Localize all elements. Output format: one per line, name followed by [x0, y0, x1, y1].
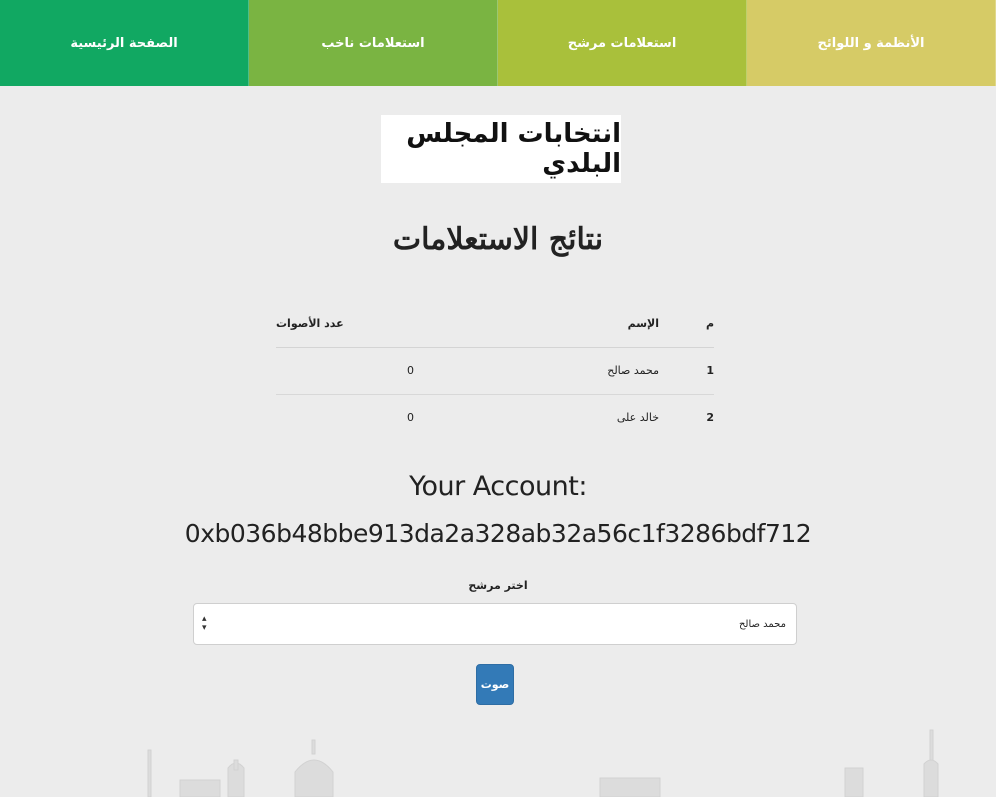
account-label: Your Account: — [409, 471, 587, 502]
header-votes: عدد الأصوات — [276, 300, 504, 347]
candidate-select[interactable] — [193, 603, 797, 645]
row-vote-count: 0 — [407, 364, 414, 377]
city-skyline-decoration — [0, 720, 996, 797]
nav-voter-queries[interactable]: استعلامات ناخب — [249, 0, 498, 86]
row-candidate-name: محمد صالح — [607, 364, 659, 377]
top-navigation — [0, 0, 996, 86]
nav-rules-regulations[interactable]: الأنظمة و اللوائح — [747, 0, 996, 86]
account-address: 0xb036b48bbe913da2a328ab32a56c1f3286bdf712 — [184, 519, 812, 548]
vote-button[interactable]: صوت — [476, 664, 514, 705]
up-down-arrows-icon: ▴ ▾ — [202, 614, 207, 633]
table-row — [276, 394, 714, 441]
nav-home[interactable]: الصفحة الرئيسية — [0, 0, 249, 86]
candidate-select-label: اختر مرشح — [468, 579, 528, 592]
page-title: انتخابات المجلس البلدي — [381, 115, 621, 183]
nav-candidate-queries[interactable]: استعلامات مرشح — [498, 0, 747, 86]
row-candidate-name: خالد على — [616, 411, 659, 425]
results-heading: نتائج الاستعلامات — [392, 222, 604, 257]
table-row — [276, 347, 714, 394]
table-header-row — [276, 300, 714, 347]
candidate-select-value: محمد صالح — [738, 618, 786, 630]
row-number: 2 — [706, 411, 714, 425]
header-name: الإسم — [504, 300, 659, 347]
row-vote-count: 0 — [407, 411, 414, 425]
header-number: م — [659, 300, 714, 347]
results-table — [276, 300, 714, 441]
row-number: 1 — [706, 364, 714, 377]
